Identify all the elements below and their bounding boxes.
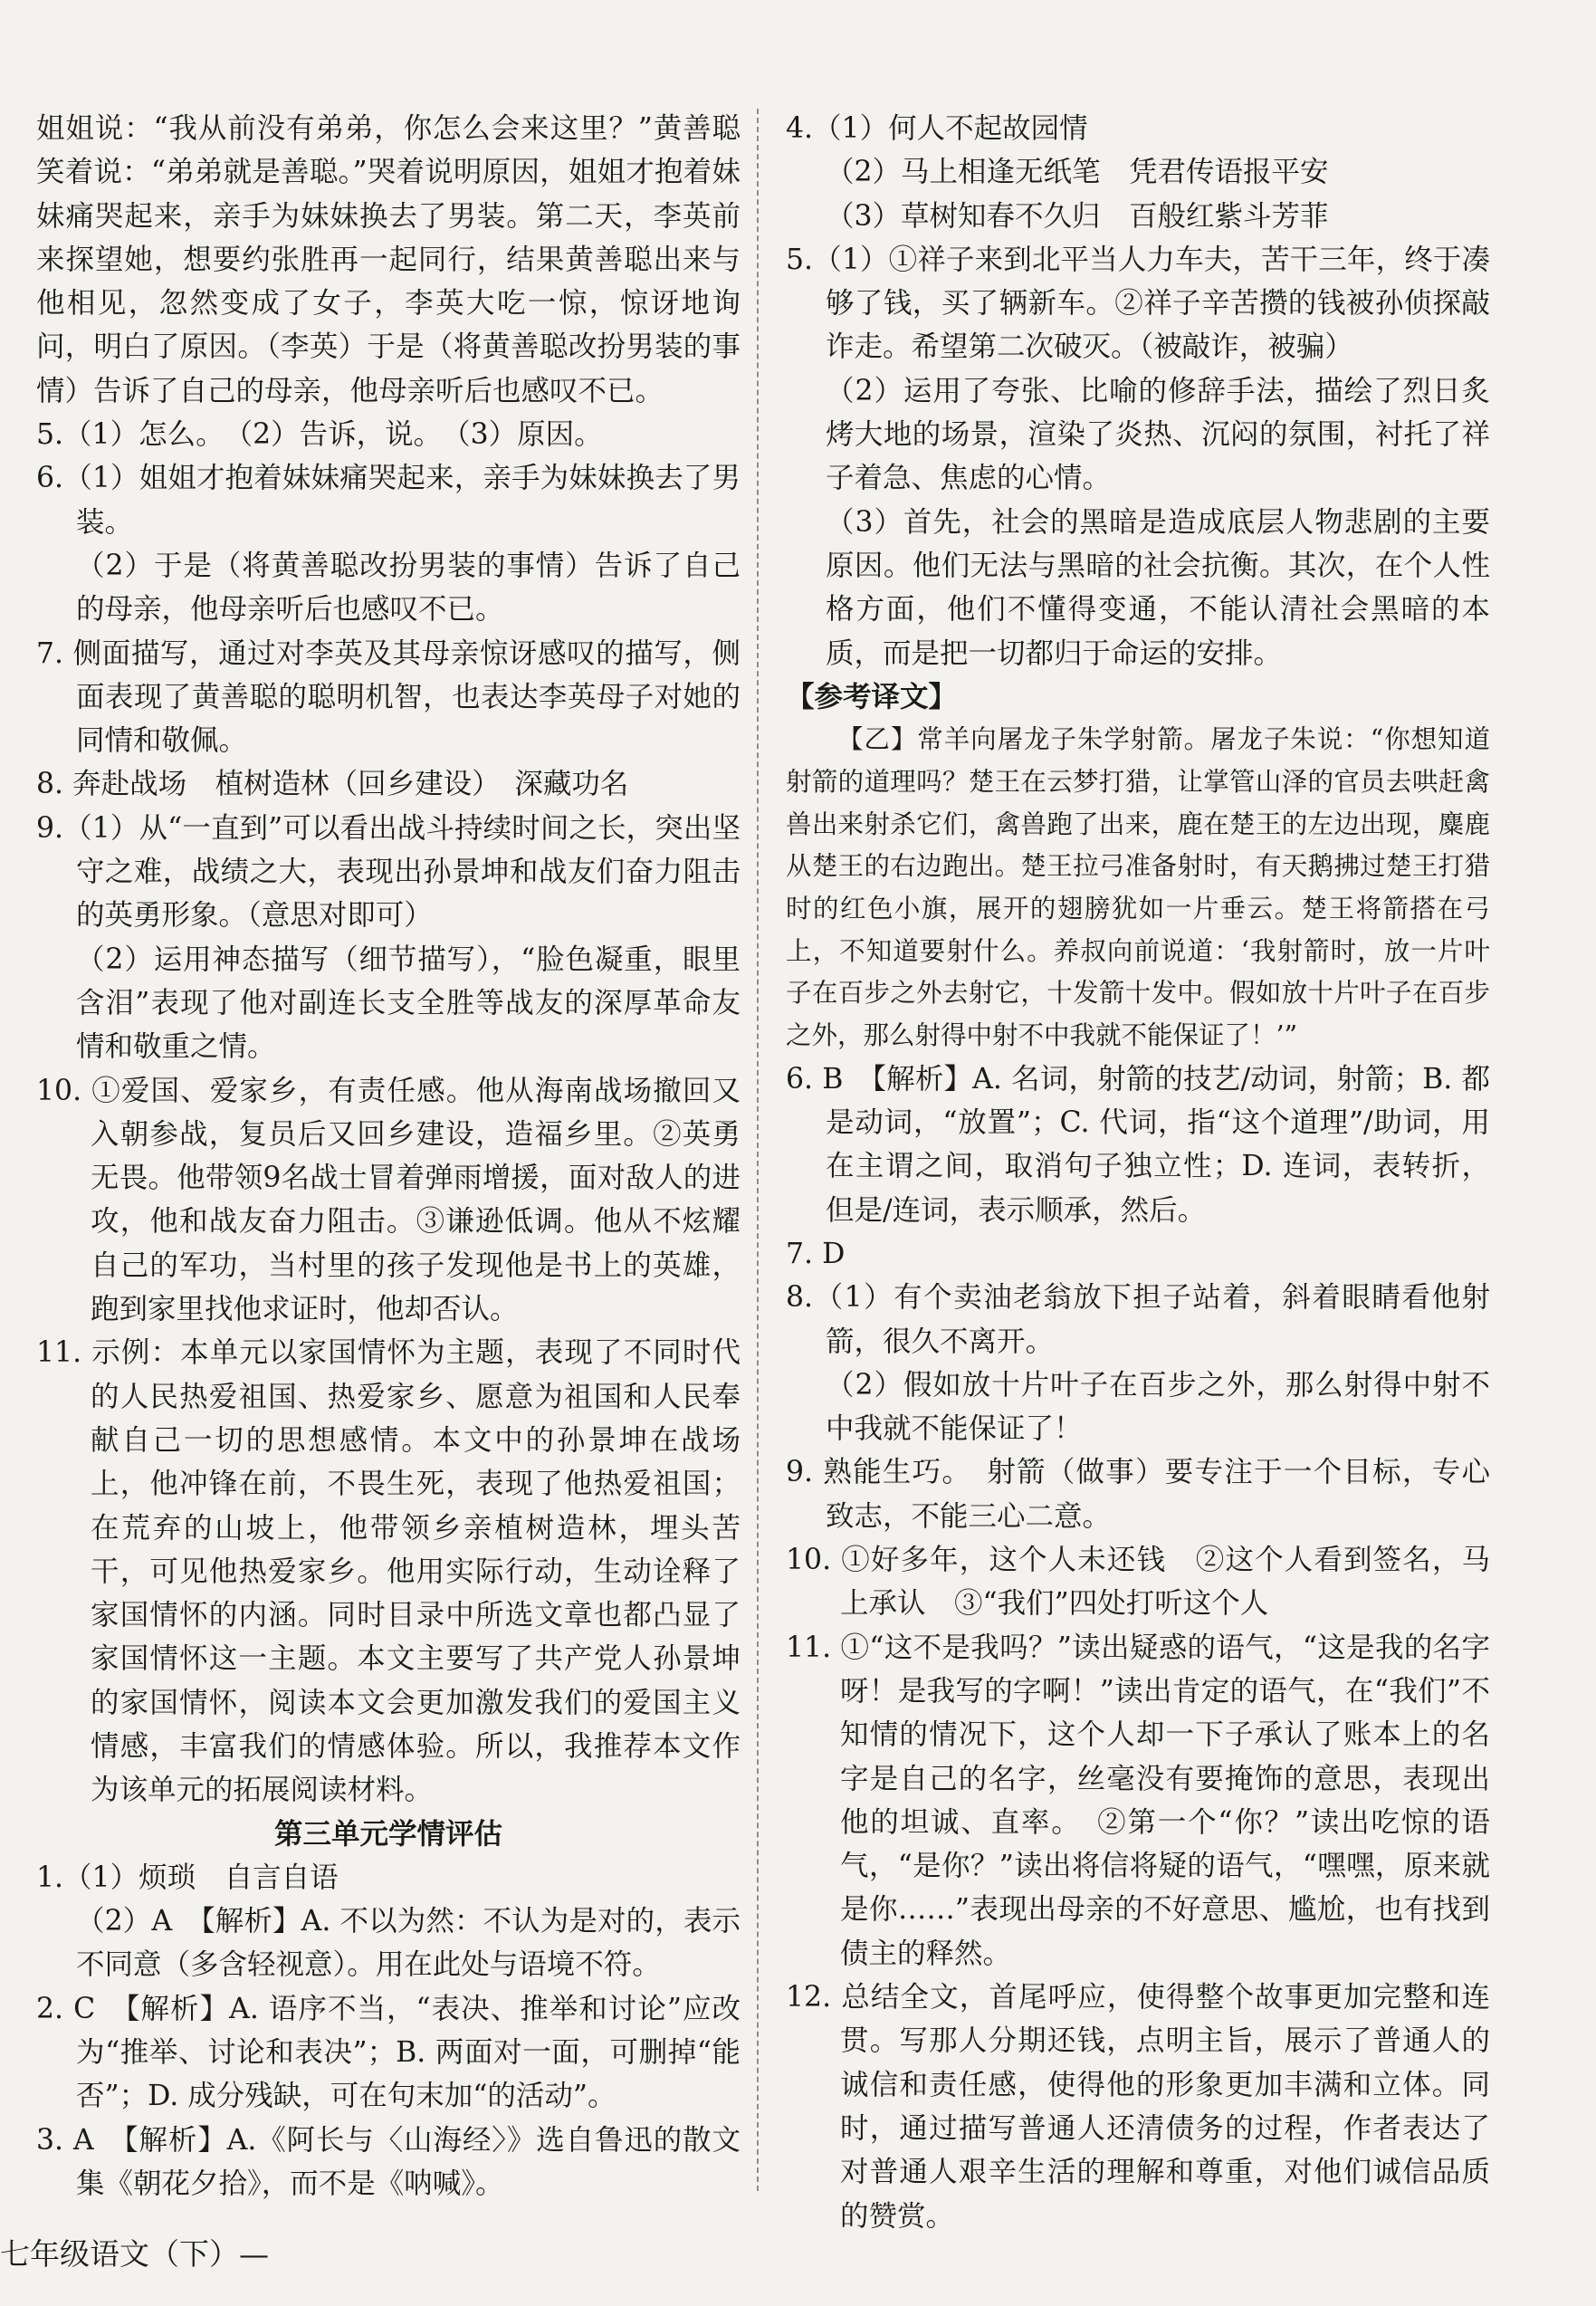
right-paragraph: 4.（1）何人不起故园情: [786, 112, 1088, 145]
left-paragraph: 8. 奔赴战场 植树造林（回乡建设） 深藏功名: [36, 768, 629, 801]
left-column: [36, 107, 741, 2206]
right-paragraph: 5.（1）①祥子来到北平当人力车夫，苦干三年，终于凑够了钱，买了辆新车。②祥子辛苦攒的钱被孙侦探敲诈走。希望第二次破灭。（被敲诈，被骗）: [786, 243, 1490, 364]
right-paragraph: 9. 熟能生巧。 射箭（做事）要专注于一个目标，专心致志，不能三心二意。: [786, 1456, 1490, 1533]
right-column: [786, 107, 1490, 2238]
column-divider: [757, 109, 759, 2191]
right-paragraph: （2）假如放十片叶子在百步之外，那么射得中射不中我就不能保证了！: [826, 1368, 1490, 1446]
right-paragraph: （2）运用了夸张、比喻的修辞手法，描绘了烈日炙烤大地的场景，渲染了炎热、沉闷的氛围，衬托了祥子着急、焦虑的心情。: [826, 374, 1490, 495]
right-paragraph: 【乙】常羊向屠龙子朱学射箭。屠龙子朱说：“你想知道射箭的道理吗？楚王在云梦打猎，让掌管山泽的官员去哄赶禽兽出来射杀它们，禽兽跑了出来，鹿在楚王的左边出现，麋鹿从楚王的右边跑出。楚王拉弓准备射时，有天鹅拂过楚王打猎时的红色小旗，展开的翅膀犹如一片垂云。楚王将箭搭在弓上，不知道要射什么。养叔向前说道：‘我射箭时，放一片叶子在百步之外去射它，十发箭十发中。假如放十片叶子在百步之外，那么射得中射不中我就不能保证了！’”: [786, 724, 1490, 1051]
left-paragraph: 11. 示例：本单元以家国情怀为主题，表现了不同时代的人民热爱祖国、热爱家乡、愿意为祖国和人民奉献自己一切的思想感情。本文中的孙景坤在战场上，他冲锋在前，不畏生死，表现了他热爱祖国；在荒弃的山坡上，他带领乡亲植树造林，埋头苦干，可见他热爱家乡。他用实际行动，生动诠释了家国情怀的内涵。同时目录中所选文章也都凸显了家国情怀这一主题。本文主要写了共产党人孙景坤的家国情怀，阅读本文会更加激发我们的爱国主义情感，丰富我们的情感体验。所以，我推荐本文作为该单元的拓展阅读材料。: [36, 1336, 741, 1807]
left-paragraph: 5.（1）怎么。 （2）告诉，说。 （3）原因。: [36, 418, 603, 452]
right-paragraph: （3）首先，社会的黑暗是造成底层人物悲剧的主要原因。他们无法与黑暗的社会抗衡。其次，在个人性格方面，他们不懂得变通，不能认清社会黑暗的本质，而是把一切都归于命运的安排。: [826, 505, 1490, 670]
right-paragraph: （2）马上相逢无纸笔 凭君传语报平安: [826, 156, 1329, 189]
left-paragraph: 7. 侧面描写，通过对李英及其母亲惊讶感叹的描写，侧面表现了黄善聪的聪明机智，也表达李英母子对她的同情和敬佩。: [36, 636, 741, 758]
left-paragraph: 1.（1）烦琐 自言自语: [36, 1861, 339, 1894]
left-paragraph: 2. C 【解析】A. 语序不当，“表决、推举和讨论”应改为“推举、讨论和表决”；B. 两面对一面，可删掉“能否”；D. 成分残缺，可在句末加“的活动”。: [36, 1992, 741, 2113]
right-paragraph: 11. ①“这不是我吗？”读出疑惑的语气，“这是我的名字呀！是我写的字啊！”读出肯定的语气，在“我们”不知情的情况下，这个人却一下子承认了账本上的名字是自己的名字，丝毫没有要掩饰的意思，表现出他的坦诚、直率。 ②第一个“你？”读出吃惊的语气，“是你？”读出将信将疑的语气，“嘿嘿，原来就是你……”表现出母亲的不好意思、尴尬，也有找到债主的释然。: [786, 1631, 1491, 1970]
left-paragraph: 10. ①爱国、爱家乡，有责任感。他从海南战场撤回又入朝参战，复员后又回乡建设，造福乡里。②英勇无畏。他带领9名战士冒着弹雨增援，面对敌人的进攻，他和战友奋力阻击。③谦逊低调。他从不炫耀自己的军功，当村里的孩子发现他是书上的英雄，跑到家里找他求证时，他却否认。: [36, 1074, 741, 1326]
right-paragraph: 7. D: [786, 1237, 846, 1270]
right-paragraph: 8.（1）有个卖油老翁放下担子站着，斜着眼睛看他射箭，很久不离开。: [786, 1281, 1490, 1358]
page-footer: 七年级语文（下）—: [0, 2236, 269, 2272]
right-paragraph: 10. ①好多年，这个人未还钱 ②这个人看到签名，马上承认 ③“我们”四处打听这个人: [786, 1544, 1490, 1621]
left-paragraph: （2）于是（将黄善聪改扮男装的事情）告诉了自己的母亲，他母亲听后也感叹不已。: [76, 549, 741, 627]
right-paragraph: 6. B 【解析】A. 名词，射箭的技艺/动词，射箭；B. 都是动词，“放置”；C. 代词，指“这个道理”/助词，用在主谓之间，取消句子独立性；D. 连词，表转折，但是/连词，表示顺承，然后。: [786, 1062, 1490, 1227]
left-paragraph: 第三单元学情评估: [273, 1816, 502, 1851]
left-paragraph: （2）运用神态描写（细节描写），“脸色凝重，眼里含泪”表现了他对副连长支全胜等战友的深厚革命友情和敬重之情。: [76, 942, 741, 1064]
right-paragraph: （3）草树知春不久归 百般红紫斗芳菲: [826, 199, 1329, 233]
left-paragraph: 3. A 【解析】A.《阿长与〈山海经〉》选自鲁迅的散文集《朝花夕拾》，而不是《呐喊》。: [36, 2123, 741, 2200]
left-paragraph: 6.（1）姐姐才抱着妹妹痛哭起来，亲手为妹妹换去了男装。: [36, 462, 741, 539]
left-paragraph: 9.（1）从“一直到”可以看出战斗持续时间之长，突出坚守之难，战绩之大，表现出孙景坤和战友们奋力阻击的英勇形象。（意思对即可）: [36, 811, 741, 933]
left-paragraph: 姐姐说：“我从前没有弟弟，你怎么会来这里？”黄善聪笑着说：“弟弟就是善聪。”哭着说明原因，姐姐才抱着妹妹痛哭起来，亲手为妹妹换去了男装。第二天，李英前来探望她，想要约张胜再一起同行，结果黄善聪出来与他相见，忽然变成了女子，李英大吃一惊，惊讶地询问，明白了原因。（李英）于是（将黄善聪改扮男装的事情）告诉了自己的母亲，他母亲听后也感叹不已。: [36, 112, 741, 407]
left-paragraph: （2）A 【解析】A. 不以为然：不认为是对的，表示不同意（多含轻视意）。用在此处与语境不符。: [76, 1905, 741, 1982]
right-paragraph: 【参考译文】: [786, 679, 958, 713]
right-paragraph: 12. 总结全文，首尾呼应，使得整个故事更加完整和连贯。写那人分期还钱，点明主旨，展示了普通人的诚信和责任感，使得他的形象更加丰满和立体。同时，通过描写普通人还清债务的过程，作者表达了对普通人艰辛生活的理解和尊重，对他们诚信品质的赞赏。: [786, 1981, 1490, 2233]
